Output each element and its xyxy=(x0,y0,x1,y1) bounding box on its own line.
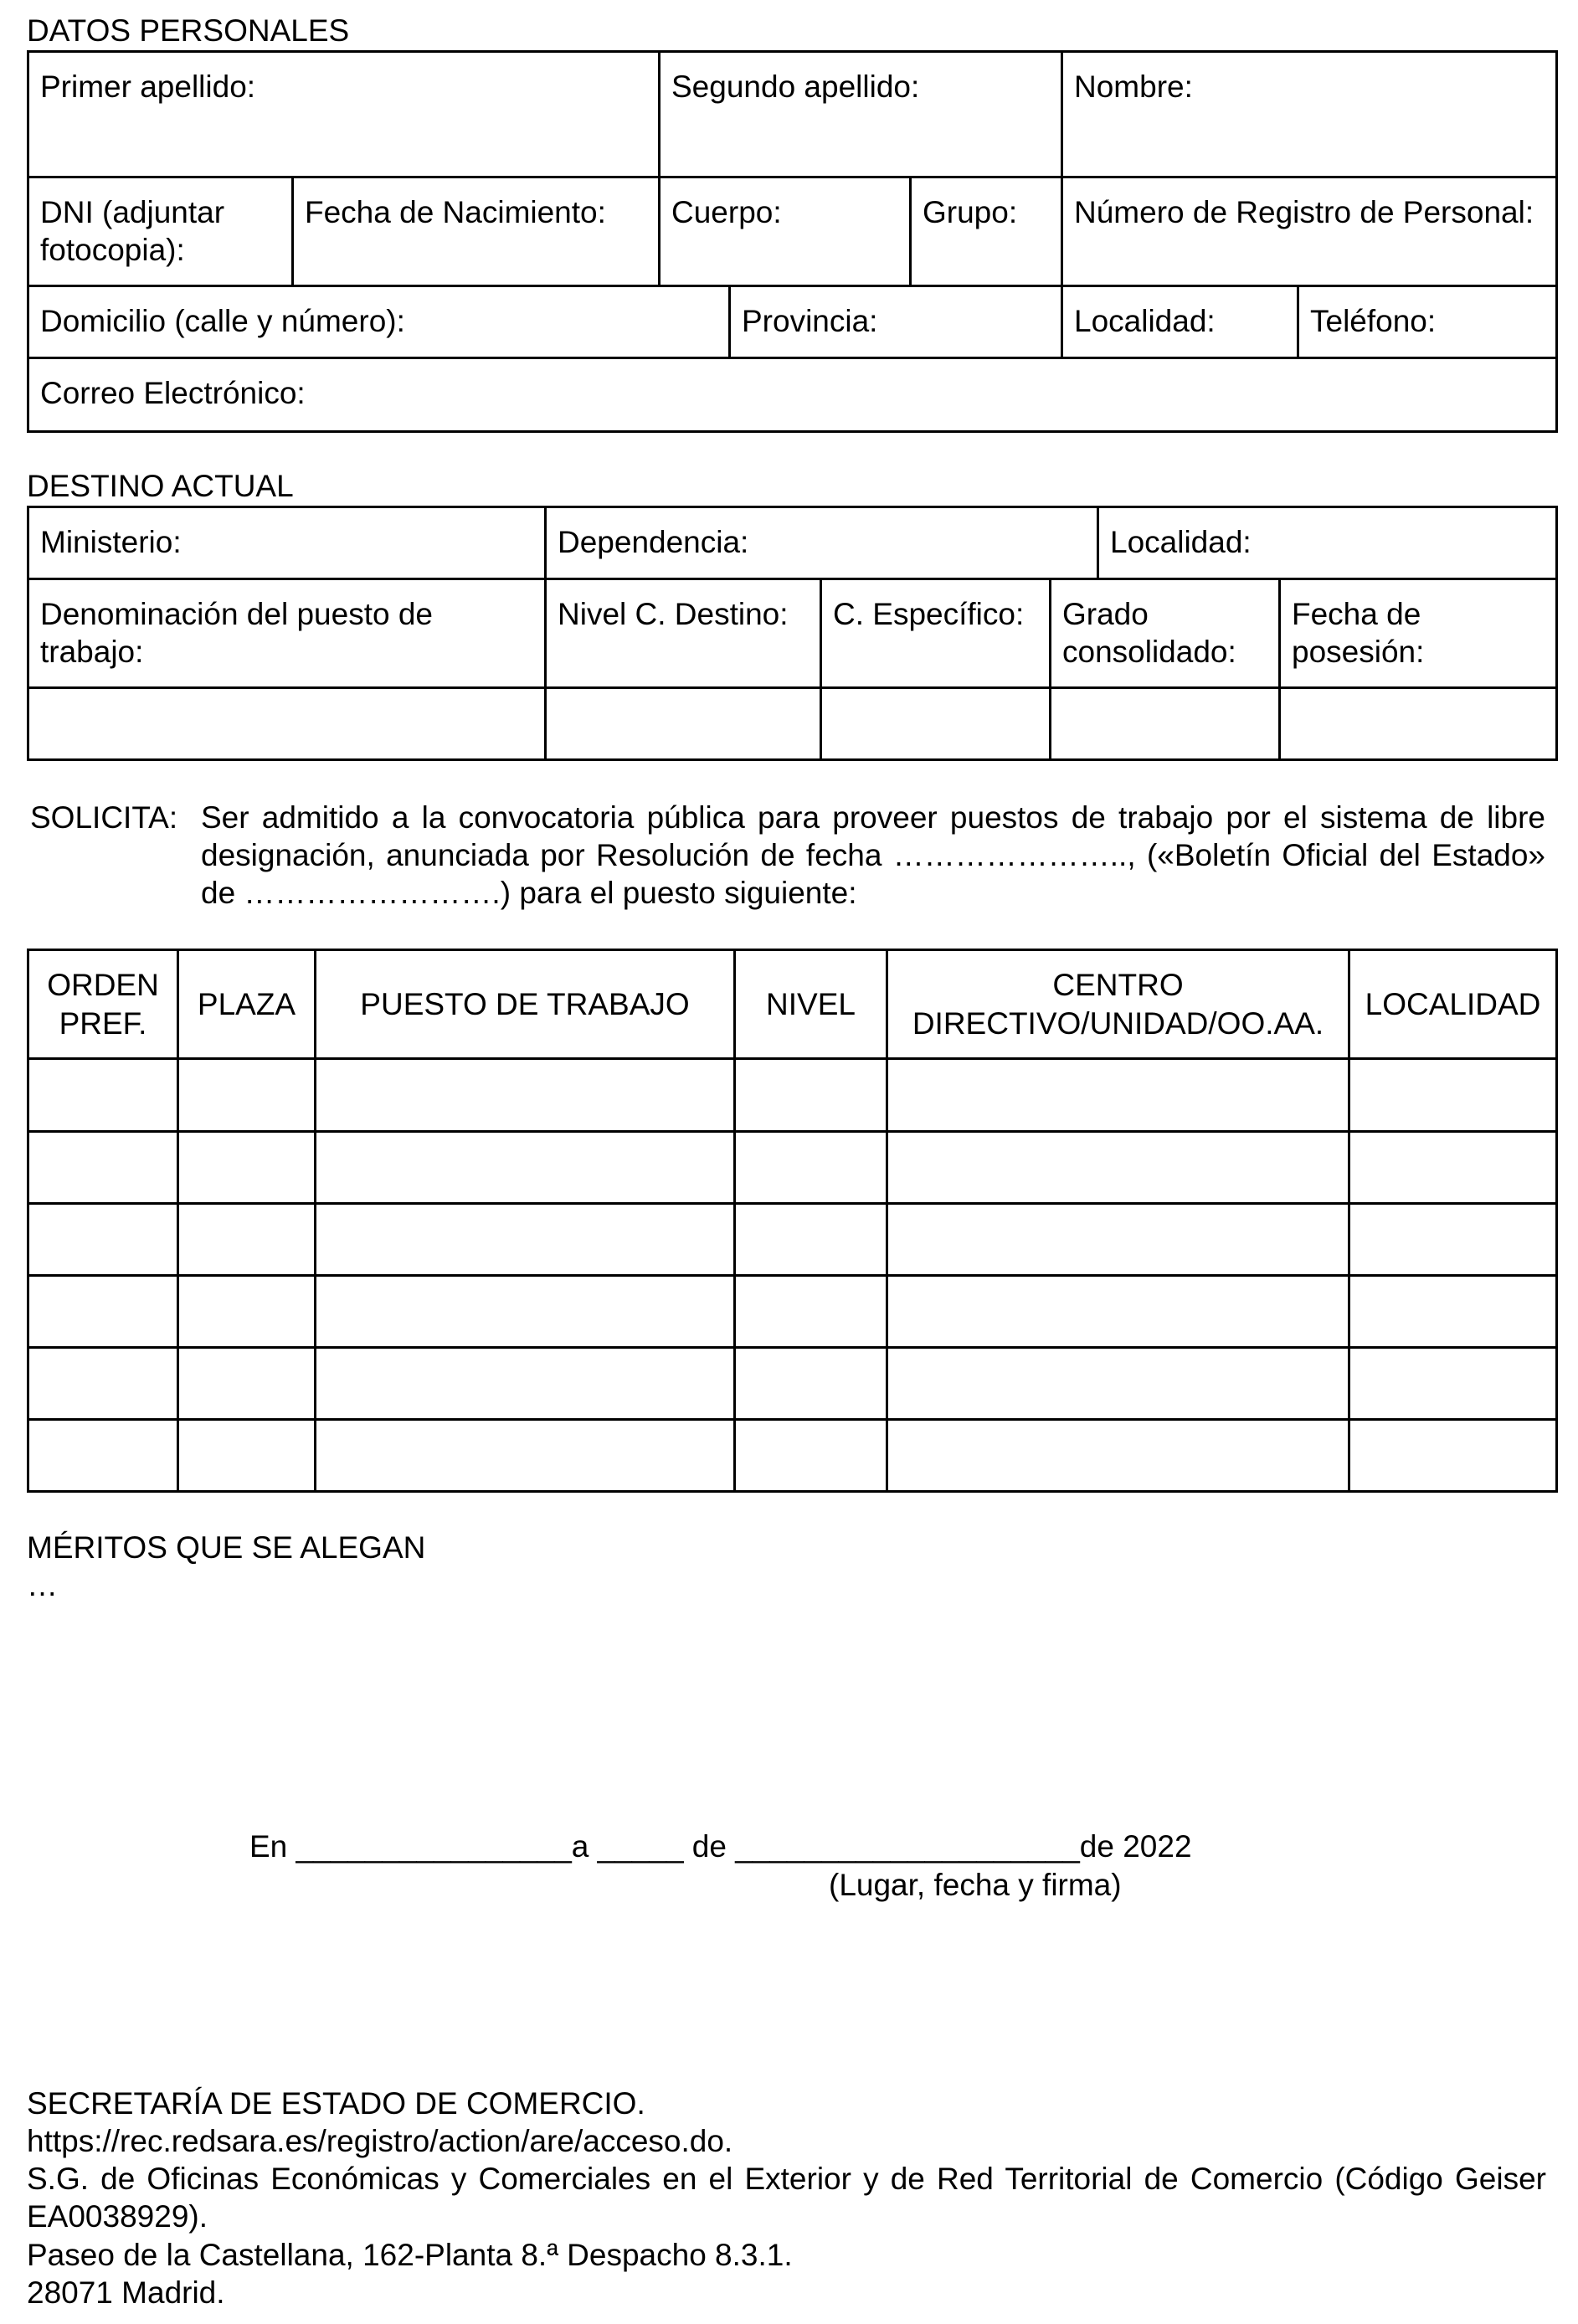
footer-line-street: Paseo de la Castellana, 162-Planta 8.ª Despacho 8.3.1. xyxy=(27,2237,793,2272)
table-cell[interactable] xyxy=(735,1204,887,1276)
nrp-label: Número de Registro de Personal: xyxy=(1074,195,1534,229)
table-cell[interactable] xyxy=(178,1132,316,1204)
segundo-apellido-field[interactable] xyxy=(660,52,1062,177)
datos-personales-title: DATOS PERSONALES xyxy=(27,13,350,48)
telefono-field[interactable] xyxy=(1298,286,1557,358)
nrp-field[interactable] xyxy=(1062,177,1557,286)
grado-input[interactable] xyxy=(1051,688,1280,760)
dependencia-label: Dependencia: xyxy=(558,525,749,559)
fecha-posesion-header xyxy=(1280,579,1557,688)
table-cell[interactable] xyxy=(1349,1276,1557,1348)
table-cell[interactable] xyxy=(28,1276,178,1348)
footer-line-secretaria: SECRETARÍA DE ESTADO DE COMERCIO. xyxy=(27,2086,645,2121)
correo-label: Correo Electrónico: xyxy=(40,376,306,410)
table-cell[interactable] xyxy=(316,1204,735,1276)
footer-address xyxy=(27,2085,1546,2311)
fecha-posesion-label: Fecha de posesión: xyxy=(1292,597,1425,670)
ministerio-field[interactable] xyxy=(28,507,546,579)
nombre-field[interactable] xyxy=(1062,52,1557,177)
table-row xyxy=(28,1420,1557,1492)
solicita-text: Ser admitido a la convocatoria pública para proveer puestos de trabajo por el sistema de libre designación, anunciada por Resolución de fecha ………………….., («Boletín Oficial del Estado» de …………………….) para el puesto siguiente: xyxy=(201,800,1545,911)
table-cell[interactable] xyxy=(887,1132,1349,1204)
table-cell[interactable] xyxy=(316,1348,735,1420)
meritos-title: MÉRITOS QUE SE ALEGAN xyxy=(27,1530,426,1565)
destino-actual-title: DESTINO ACTUAL xyxy=(27,469,294,503)
denominacion-puesto-header xyxy=(28,579,546,688)
ministerio-label: Ministerio: xyxy=(40,525,182,559)
table-row xyxy=(28,1204,1557,1276)
table-cell[interactable] xyxy=(735,1059,887,1132)
puestos-table xyxy=(27,949,1558,1493)
nivel-destino-label: Nivel C. Destino: xyxy=(558,597,789,631)
table-cell[interactable] xyxy=(316,1420,735,1492)
grado-label: Grado consolidado: xyxy=(1062,597,1236,670)
grupo-field[interactable] xyxy=(911,177,1062,286)
domicilio-label: Domicilio (calle y número): xyxy=(40,304,405,338)
table-row xyxy=(28,1348,1557,1420)
signature-caption: (Lugar, fecha y firma) xyxy=(829,1868,1122,1902)
datos-personales-table xyxy=(27,50,1558,433)
destino-localidad-label: Localidad: xyxy=(1110,525,1252,559)
localidad-field[interactable] xyxy=(1062,286,1298,358)
table-cell[interactable] xyxy=(316,1059,735,1132)
header-puesto-trabajo: PUESTO DE TRABAJO xyxy=(316,950,735,1059)
header-nivel: NIVEL xyxy=(735,950,887,1059)
signature-date-line[interactable]: En ________________a _____ de ____________________de 2022 xyxy=(249,1829,1192,1864)
dni-field[interactable] xyxy=(28,177,293,286)
provincia-label: Provincia: xyxy=(742,304,878,338)
table-cell[interactable] xyxy=(178,1204,316,1276)
footer-line-url[interactable]: https://rec.redsara.es/registro/action/are/acceso.do. xyxy=(27,2124,733,2159)
grado-header xyxy=(1051,579,1280,688)
cuerpo-label: Cuerpo: xyxy=(671,195,782,229)
provincia-field[interactable] xyxy=(730,286,1062,358)
table-row xyxy=(28,1132,1557,1204)
grupo-label: Grupo: xyxy=(923,195,1018,229)
meritos-text[interactable]: … xyxy=(27,1568,58,1602)
primer-apellido-label: Primer apellido: xyxy=(40,69,256,104)
footer-line-sg: S.G. de Oficinas Económicas y Comerciales en el Exterior y de Red Territorial de Comercio (Código Geiser EA0038929). xyxy=(27,2162,1546,2234)
denominacion-puesto-label: Denominación del puesto de trabajo: xyxy=(40,597,433,670)
table-cell[interactable] xyxy=(735,1276,887,1348)
primer-apellido-field[interactable] xyxy=(28,52,660,177)
solicita-paragraph xyxy=(30,799,1545,912)
localidad-label: Localidad: xyxy=(1074,304,1216,338)
fecha-nacimiento-label: Fecha de Nacimiento: xyxy=(305,195,606,229)
domicilio-field[interactable] xyxy=(28,286,730,358)
cuerpo-field[interactable] xyxy=(660,177,911,286)
header-orden-pref: ORDEN PREF. xyxy=(28,950,178,1059)
table-cell[interactable] xyxy=(887,1276,1349,1348)
correo-field[interactable] xyxy=(28,358,1557,432)
table-cell[interactable] xyxy=(178,1420,316,1492)
table-cell[interactable] xyxy=(887,1420,1349,1492)
destino-actual-table xyxy=(27,506,1558,761)
especifico-header xyxy=(821,579,1051,688)
denominacion-puesto-input[interactable] xyxy=(28,688,546,760)
table-cell[interactable] xyxy=(178,1059,316,1132)
table-cell[interactable] xyxy=(735,1420,887,1492)
header-plaza: PLAZA xyxy=(178,950,316,1059)
table-row xyxy=(28,1059,1557,1132)
dni-label: DNI (adjuntar fotocopia): xyxy=(40,195,225,268)
table-cell[interactable] xyxy=(1349,1204,1557,1276)
table-cell[interactable] xyxy=(1349,1348,1557,1420)
header-localidad: LOCALIDAD xyxy=(1349,950,1557,1059)
table-cell[interactable] xyxy=(178,1348,316,1420)
dependencia-field[interactable] xyxy=(546,507,1098,579)
table-cell[interactable] xyxy=(28,1132,178,1204)
header-centro-directivo: CENTRO DIRECTIVO/UNIDAD/OO.AA. xyxy=(887,950,1349,1059)
fecha-posesion-input[interactable] xyxy=(1280,688,1557,760)
table-cell[interactable] xyxy=(28,1204,178,1276)
table-cell[interactable] xyxy=(1349,1132,1557,1204)
destino-localidad-field[interactable] xyxy=(1098,507,1557,579)
segundo-apellido-label: Segundo apellido: xyxy=(671,69,920,104)
table-cell[interactable] xyxy=(28,1420,178,1492)
table-cell[interactable] xyxy=(178,1276,316,1348)
telefono-label: Teléfono: xyxy=(1310,304,1437,338)
footer-line-city: 28071 Madrid. xyxy=(27,2275,225,2310)
especifico-input[interactable] xyxy=(821,688,1051,760)
table-cell[interactable] xyxy=(28,1348,178,1420)
nombre-label: Nombre: xyxy=(1074,69,1193,104)
table-cell[interactable] xyxy=(887,1204,1349,1276)
fecha-nacimiento-field[interactable] xyxy=(293,177,660,286)
nivel-destino-header xyxy=(546,579,821,688)
nivel-destino-input[interactable] xyxy=(546,688,821,760)
table-cell[interactable] xyxy=(316,1276,735,1348)
table-cell[interactable] xyxy=(1349,1420,1557,1492)
table-cell[interactable] xyxy=(887,1348,1349,1420)
table-cell[interactable] xyxy=(316,1132,735,1204)
solicita-label: SOLICITA: xyxy=(30,800,178,835)
table-cell[interactable] xyxy=(887,1059,1349,1132)
table-row xyxy=(28,1276,1557,1348)
table-cell[interactable] xyxy=(28,1059,178,1132)
puestos-header-row xyxy=(28,950,1557,1059)
table-cell[interactable] xyxy=(735,1132,887,1204)
table-cell[interactable] xyxy=(1349,1059,1557,1132)
especifico-label: C. Específico: xyxy=(833,597,1025,631)
table-cell[interactable] xyxy=(735,1348,887,1420)
